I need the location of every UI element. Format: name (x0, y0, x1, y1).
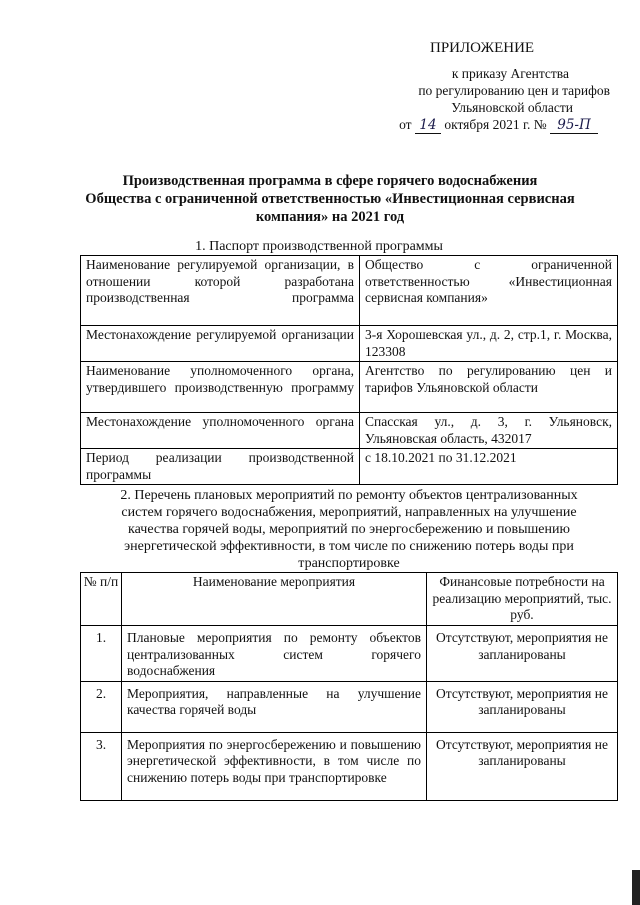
column-header-cost: Финансовые потребности на реализацию мероприятий, тыс. руб. (427, 573, 618, 626)
title-line-1: Производственная программа в сфере горячего водоснабжения (122, 173, 538, 189)
row-num: 1. (81, 626, 122, 682)
table-header-row (81, 573, 618, 626)
section2-heading-line-2: систем горячего водоснабжения, мероприятий, направленных на улучшение (121, 505, 577, 520)
passport-value-cell: Общество с ограниченной ответственностью «Инвестиционная сервисная компания» (360, 256, 618, 326)
appendix-line-3: Ульяновской области (451, 100, 573, 115)
table-row (81, 256, 618, 326)
column-header-name: Наименование мероприятия (122, 573, 427, 626)
table-row (81, 626, 618, 682)
passport-value-cell: Спасская ул., д. 3, г. Ульяновск, Ульяновская область, 432017 (360, 413, 618, 449)
row-name: Мероприятия по энергосбережению и повышению энергетической эффективности, в том числе по снижению потерь воды при транспортировке (122, 732, 427, 800)
section2-heading-line-3: качества горячей воды, мероприятий по энергосбережению и повышению (128, 522, 570, 537)
passport-table (80, 255, 618, 485)
date-rest: октября 2021 г. № (444, 117, 547, 132)
appendix-date-line (399, 117, 598, 134)
table-row (81, 681, 618, 732)
appendix-line-1: к приказу Агентства (451, 66, 569, 81)
date-day-handwritten: 14 (415, 117, 441, 134)
title-line-2: Общества с ограниченной ответственностью «Инвестиционная сервисная (85, 191, 575, 207)
appendix-title: ПРИЛОЖЕНИЕ (430, 40, 535, 56)
section1-heading: 1. Паспорт производственной программы (195, 239, 443, 254)
section2-heading (80, 487, 618, 572)
appendix-line-2: по регулированию цен и тарифов (418, 83, 610, 98)
activities-table (80, 572, 618, 801)
row-name: Мероприятия, направленные на улучшение качества горячей воды (122, 681, 427, 732)
section2-heading-line-5: транспортировке (298, 556, 400, 571)
section2-heading-line-1: 2. Перечень плановых мероприятий по ремонту объектов централизованных (120, 488, 578, 503)
row-cost: Отсутствуют, мероприятия не запланированы (427, 681, 618, 732)
passport-label-cell: Период реализации производственной программы (81, 449, 360, 485)
document-title (70, 172, 590, 226)
section2-heading-line-4: энергетической эффективности, в том числе по снижению потерь воды при (124, 539, 574, 554)
passport-value-cell: с 18.10.2021 по 31.12.2021 (360, 449, 618, 485)
scan-edge-mark (632, 870, 640, 905)
table-row (81, 362, 618, 413)
column-header-num: № п/п (81, 573, 122, 626)
date-prefix: от (399, 117, 412, 132)
table-row (81, 413, 618, 449)
title-line-3: компания» на 2021 год (255, 209, 405, 225)
passport-label-cell: Наименование регулируемой организации, в отношении которой разработана производственная программа (81, 256, 360, 326)
order-number-handwritten: 95-П (550, 117, 598, 134)
passport-value-cell: 3-я Хорошевская ул., д. 2, стр.1, г. Москва, 123308 (360, 326, 618, 362)
row-num: 3. (81, 732, 122, 800)
passport-label-cell: Местонахождение регулируемой организации (81, 326, 360, 362)
row-cost: Отсутствуют, мероприятия не запланированы (427, 732, 618, 800)
row-name: Плановые мероприятия по ремонту объектов централизованных систем горячего водоснабжения (122, 626, 427, 682)
table-row (81, 326, 618, 362)
passport-value-cell: Агентство по регулированию цен и тарифов Ульяновской области (360, 362, 618, 413)
row-num: 2. (81, 681, 122, 732)
passport-label-cell: Местонахождение уполномоченного органа (81, 413, 360, 449)
passport-label-cell: Наименование уполномоченного органа, утвердившего производственную программу (81, 362, 360, 413)
row-cost: Отсутствуют, мероприятия не запланированы (427, 626, 618, 682)
table-row (81, 732, 618, 800)
table-row (81, 449, 618, 485)
